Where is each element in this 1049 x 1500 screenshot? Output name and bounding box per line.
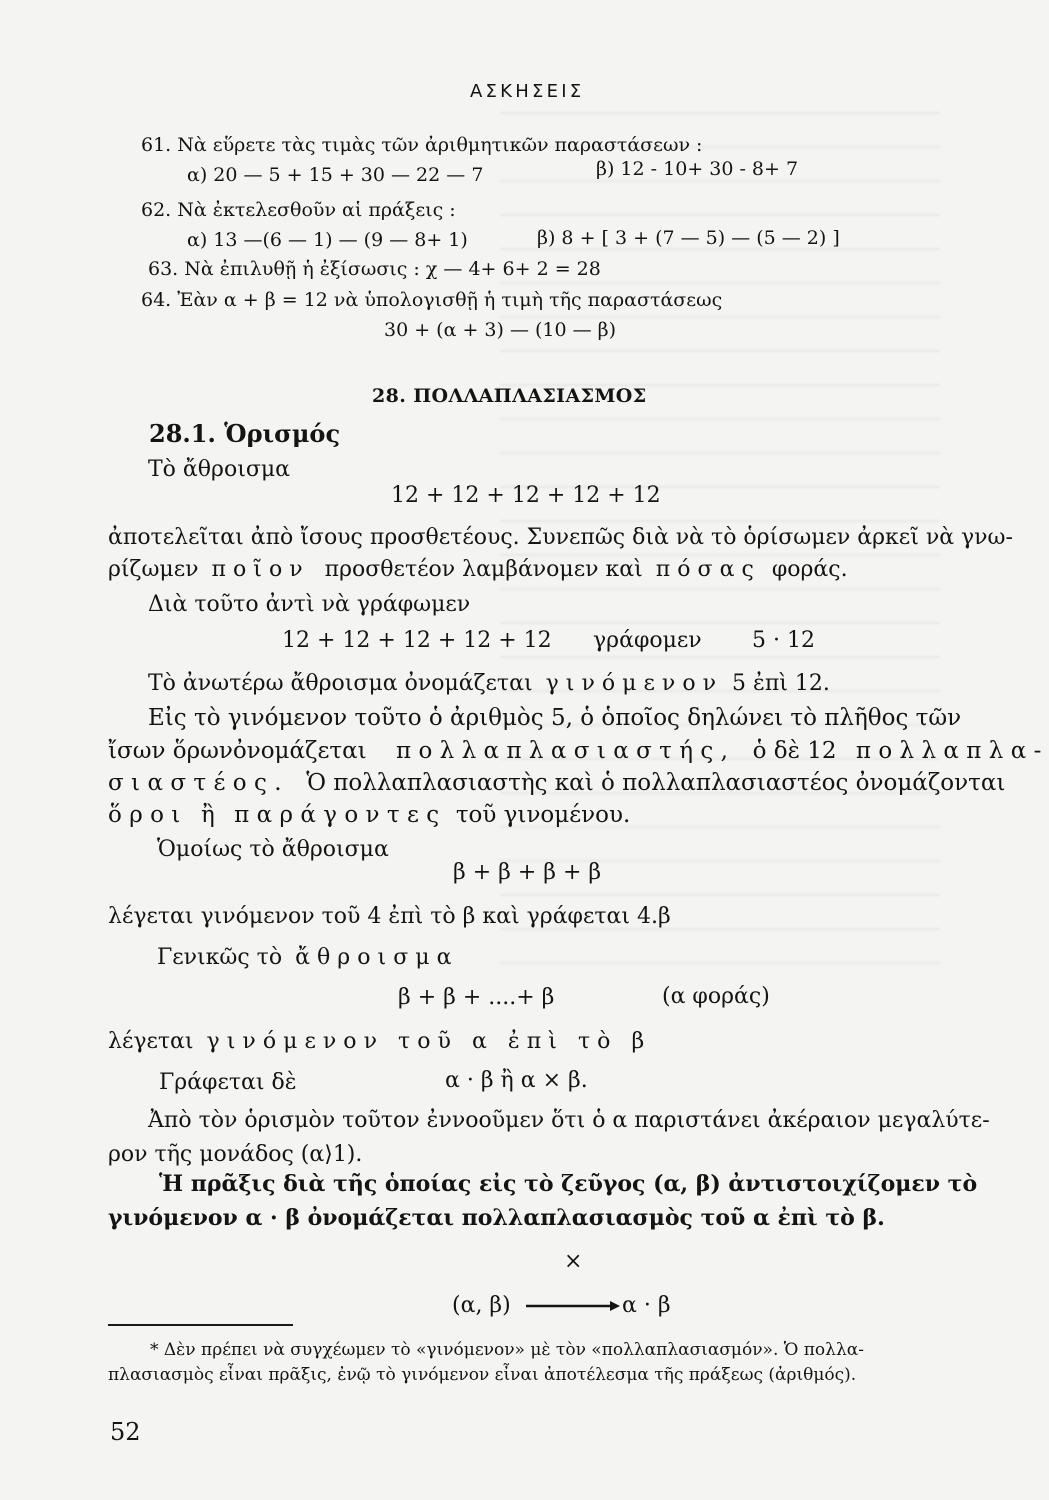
emphasis-term: ὅροι <box>108 802 188 828</box>
exercise-64: 64. Ἐὰν α + β = 12 νὰ ὑπολογισθῇ ἡ τιμὴ τῆς παραστάσεως <box>141 289 723 311</box>
exercise-64-expression: 30 + (α + 3) — (10 — β) <box>384 319 617 341</box>
text-fragment: ὁ δὲ 12 <box>752 738 837 764</box>
text-fragment: Ὁ πολλαπλασιαστὴς καὶ ὁ πολλαπλασιαστέος ὀνομάζονται <box>306 770 1006 796</box>
text-line <box>157 944 459 972</box>
equation: 12 + 12 + 12 + 12 + 12 <box>391 483 661 508</box>
text-line: Διὰ τοῦτο ἀντὶ νὰ γράφωμεν <box>148 592 471 617</box>
emphasis-term: πόσας <box>655 557 761 582</box>
section-title: 28. ΠΟΛΛΑΠΛΑΣΙΑΣΜΟΣ <box>372 385 647 407</box>
exercise-63: 63. Νὰ ἐπιλυθῇ ἡ ἐξίσωσις : χ — 4+ 6+ 2 = 28 <box>148 258 601 280</box>
text-line <box>148 670 830 698</box>
text-line <box>108 801 630 829</box>
text-line: Ἀπὸ τὸν ὁρισμὸν τοῦτον ἐννοοῦμεν ὅτι ὁ α παριστάνει ἀκέραιον μεγαλύτε- <box>148 1108 990 1133</box>
exercise-61-a: α) 20 — 5 + 15 + 30 — 22 — 7 <box>187 164 484 186</box>
exercise-61-b: β) 12 - 10+ 30 - 8+ 7 <box>596 158 799 180</box>
text-line <box>108 556 848 584</box>
text-line: Τὸ ἄθροισμα <box>148 457 290 482</box>
emphasis-term: σιαστέος. <box>108 770 289 796</box>
text-line <box>108 1028 651 1056</box>
text-line: ἀποτελεῖται ἀπὸ ἴσους προσθετέους. Συνεπῶς διὰ νὰ τὸ ὁρίσωμεν ἀρκεῖ νὰ γνω- <box>108 525 1013 550</box>
text-line <box>108 769 1005 797</box>
text-fragment: ρίζωμεν <box>108 557 199 582</box>
emphasis-term: γινόμενον <box>545 671 724 696</box>
text-fragment: 5 ἐπὶ 12. <box>732 671 830 696</box>
text-fragment: προσθετέον λαμβάνομεν καὶ <box>324 557 643 582</box>
exercise-61: 61. Νὰ εὕρετε τὰς τιμὰς τῶν ἀριθμητικῶν παραστάσεων : <box>141 134 703 156</box>
emphasis-term: πολλαπλασιαστής, <box>396 738 736 764</box>
exercise-62-b: β) 8 + [ 3 + (7 — 5) — (5 — 2) ] <box>537 227 840 249</box>
mapping-domain: (α, β) <box>452 1293 511 1318</box>
text-fragment: (α φοράς) <box>662 984 770 1009</box>
footnote-rule <box>108 1324 293 1326</box>
text-fragment: γράφομεν <box>593 628 702 653</box>
equation: β + β + ....+ β <box>398 985 555 1010</box>
text-fragment: τοῦ γινομένου. <box>455 802 631 828</box>
mapping-image: α · β <box>622 1293 671 1318</box>
text-fragment: ἢ <box>201 802 215 828</box>
text-fragment: φοράς. <box>771 557 848 582</box>
text-line: Εἰς τὸ γινόμενον τοῦτο ὁ ἀριθμὸς 5, ὁ ὁποῖος δηλώνει τὸ πλῆθος τῶν <box>148 705 962 731</box>
equation: 12 + 12 + 12 + 12 + 12 <box>282 628 552 653</box>
emphasis-term: γινόμενον τοῦ α ἐπὶ τὸ β <box>206 1029 652 1054</box>
text-fragment: Τὸ ἀνωτέρω ἄθροισμα ὀνομάζεται <box>148 671 533 696</box>
text-line: ρον τῆς μονάδος (α⟩1). <box>108 1142 363 1167</box>
emphasis-term: παράγοντες <box>234 802 447 828</box>
exercise-62: 62. Νὰ ἐκτελεσθοῦν αἱ πράξεις : <box>141 199 456 221</box>
text-line <box>108 737 1049 765</box>
page-header: ΑΣΚΗΣΕΙΣ <box>470 81 585 102</box>
definition-line: γινόμενον α · β ὀνομάζεται πολλαπλασιασμὸς τοῦ α ἐπὶ τὸ β. <box>108 1205 885 1231</box>
text-fragment: Γενικῶς τὸ <box>157 945 283 970</box>
emphasis-term: ἄθροισμα <box>295 945 459 970</box>
text-line: λέγεται γινόμενον τοῦ 4 ἐπὶ τὸ β καὶ γράφεται 4.β <box>108 904 671 929</box>
text-fragment: ἴσων ὅρωνὀνομάζεται <box>108 738 367 764</box>
exercise-62-a: α) 13 —(6 — 1) — (9 — 8+ 1) <box>187 229 468 251</box>
page-number: 52 <box>110 1418 141 1446</box>
mapping-symbol: × <box>564 1249 583 1274</box>
emphasis-term: ποῖον <box>211 557 310 582</box>
emphasis-term: πολλαπλα- <box>855 738 1049 764</box>
mapping-arrow-icon <box>526 1301 620 1311</box>
equation: 5 · 12 <box>752 628 815 653</box>
text-line: Ὁμοίως τὸ ἄθροισμα <box>157 837 389 862</box>
equation: α · β ἢ α × β. <box>445 1068 588 1093</box>
definition-line: Ἡ πρᾶξις διὰ τῆς ὁποίας εἰς τὸ ζεῦγος (α, β) ἀντιστοιχίζομεν τὸ <box>159 1171 978 1197</box>
footnote-line: πλασιασμὸς εἶναι πρᾶξις, ἐνῷ τὸ γινόμενον εἶναι ἀποτέλεσμα τῆς πράξεως (ἀριθμός). <box>108 1365 857 1385</box>
subsection-title: 28.1. Ὁρισμός <box>149 419 341 448</box>
equation: β + β + β + β <box>453 860 602 885</box>
footnote-line: * Δὲν πρέπει νὰ συγχέωμεν τὸ «γινόμενον» μὲ τὸν «πολλαπλασιασμόν». Ὁ πολλα- <box>150 1340 864 1360</box>
text-fragment: Γράφεται δὲ <box>159 1070 297 1095</box>
text-fragment: λέγεται <box>108 1029 194 1054</box>
